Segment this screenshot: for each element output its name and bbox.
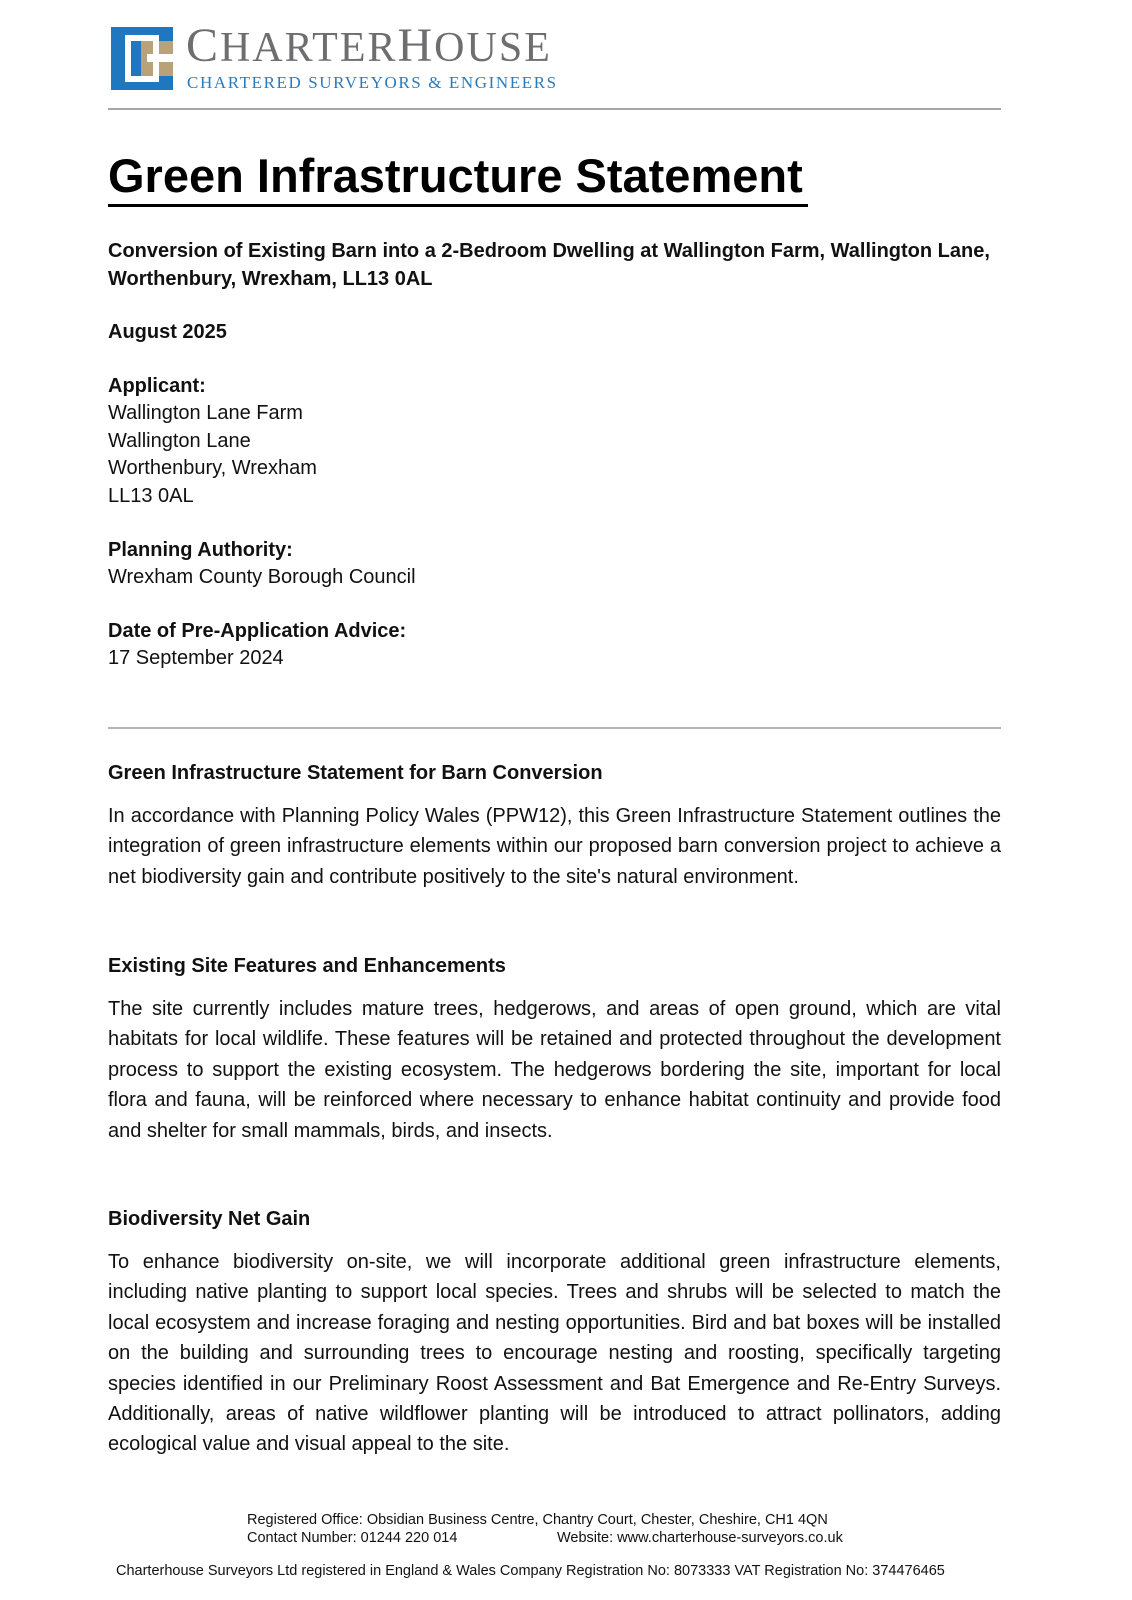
- applicant-line: Wallington Lane Farm: [108, 402, 303, 424]
- footer-registration: Charterhouse Surveyors Ltd registered in England & Wales Company Registration No: 8073333 VAT Registration No: 374476465: [116, 1563, 945, 1579]
- company-name: CHARTERHOUSE: [186, 19, 552, 72]
- header-divider: [108, 108, 1001, 110]
- applicant-line: LL13 0AL: [108, 485, 194, 507]
- preapp-date: 17 September 2024: [108, 647, 284, 669]
- section-paragraph: To enhance biodiversity on-site, we will incorporate additional green infrastructure elements, including native planting to support local species. Trees and shrubs will be selected to match the local ecosystem and increase foraging and nesting opportunities. Bird and bat boxes will be installed on the building and surrounding trees to encourage nesting and roosting, specifically targeting species identified in our Preliminary Roost Assessment and Bat Emergence and Re-Entry Surveys. Additionally, areas of native wildflower planting will be introduced to attract pollinators, adding ecological value and visual appeal to the site.: [108, 1251, 1001, 1456]
- subtitle-line-2: Worthenbury, Wrexham, LL13 0AL: [108, 268, 433, 290]
- footer-website: Website: www.charterhouse-surveyors.co.uk: [557, 1530, 843, 1546]
- applicant-line: Worthenbury, Wrexham: [108, 457, 317, 479]
- preapp-label: Date of Pre-Application Advice:: [108, 620, 407, 642]
- section-paragraph: In accordance with Planning Policy Wales (PPW12), this Green Infrastructure Statement outlines the integration of green infrastructure elements within our proposed barn conversion project to achieve a net biodiversity gain and contribute positively to the site's natural environment.: [108, 805, 1001, 888]
- footer-registered-office: Registered Office: Obsidian Business Centre, Chantry Court, Chester, Cheshire, CH1 4QN: [247, 1512, 828, 1528]
- applicant-label: Applicant:: [108, 375, 206, 397]
- section-heading: Existing Site Features and Enhancements: [108, 955, 506, 977]
- footer-contact: Contact Number: 01244 220 014: [247, 1530, 458, 1546]
- section-heading: Biodiversity Net Gain: [108, 1208, 311, 1230]
- applicant-line: Wallington Lane: [108, 430, 251, 452]
- authority-label: Planning Authority:: [108, 539, 293, 561]
- section-heading: Green Infrastructure Statement for Barn Conversion: [108, 762, 603, 784]
- section-divider: [108, 727, 1001, 729]
- company-tagline: CHARTERED SURVEYORS & ENGINEERS: [187, 73, 558, 92]
- title-underline: [108, 204, 808, 207]
- document-date: August 2025: [108, 321, 227, 343]
- authority-value: Wrexham County Borough Council: [108, 566, 416, 588]
- subtitle-line-1: Conversion of Existing Barn into a 2-Bedroom Dwelling at Wallington Farm, Wallington Lane,: [108, 240, 990, 262]
- charterhouse-logo-icon: [111, 27, 173, 90]
- section-paragraph: The site currently includes mature trees, hedgerows, and areas of open ground, which are vital habitats for local wildlife. These features will be retained and protected throughout the development process to support the existing ecosystem. The hedgerows bordering the site, important for local flora and fauna, will be reinforced where necessary to enhance habitat continuity and provide food and shelter for small mammals, birds, and insects.: [108, 998, 1001, 1142]
- page-title: Green Infrastructure Statement: [108, 149, 803, 202]
